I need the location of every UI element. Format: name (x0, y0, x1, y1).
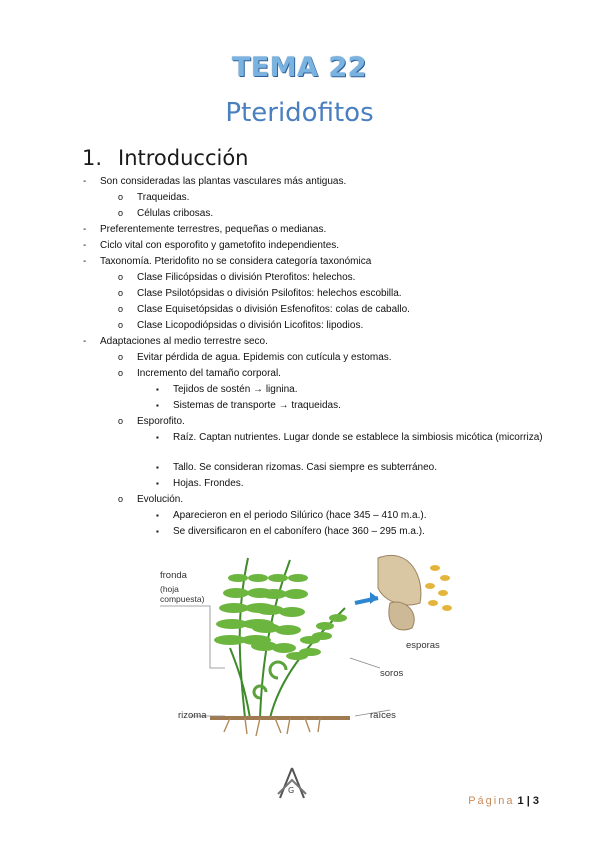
list-item: ▪ Hojas. Frondes. (156, 478, 244, 489)
list-item: o Clase Filicópsidas o división Pterofitos: helechos. (118, 272, 356, 283)
list-item: ▪ Sistemas de transporte → traqueidas. (156, 400, 341, 411)
list-item: ▪ Tallo. Se consideran rizomas. Casi siempre es subterráneo. (156, 462, 438, 473)
list-item: - Ciclo vital con esporofito y gametofito independientes. (83, 240, 340, 251)
list-item: o Clase Psilotópsidas o división Psilofitos: helechos escobilla. (118, 288, 402, 299)
section-heading (82, 146, 248, 170)
label-rizoma: rizoma (178, 710, 207, 721)
list-item: o Incremento del tamaño corporal. (118, 368, 281, 379)
list-item: ▪ Aparecieron en el periodo Silúrico (hace 345 – 410 m.a.). (156, 510, 427, 521)
page-footer (468, 795, 539, 807)
svg-text:G: G (288, 786, 295, 795)
list-item: o Clase Equisetópsidas o división Esfenofitos: colas de caballo. (118, 304, 410, 315)
page-separator: | (526, 795, 530, 807)
label-hoja: (hoja (160, 584, 179, 594)
list-item: - Son consideradas las plantas vasculares más antiguas. (83, 176, 347, 187)
section-title: Introducción (118, 146, 249, 170)
label-fronda: fronda (160, 570, 187, 581)
list-item: ▪ Tejidos de sostén → lignina. (156, 384, 298, 395)
list-item: o Clase Licopodiópsidas o división Licofitos: lipodios. (118, 320, 364, 331)
list-item: ▪ Se diversificaron en el cabonífero (hace 360 – 295 m.a.). (156, 526, 425, 537)
page-total: 3 (532, 795, 539, 807)
list-item: - Adaptaciones al medio terrestre seco. (83, 336, 268, 347)
label-soros: soros (380, 668, 404, 679)
list-item: ▪ Raíz. Captan nutrientes. Lugar donde se establece la simbiosis micótica (micorriza) (156, 432, 543, 443)
compass-square-icon (276, 766, 308, 802)
label-raices: raíces (370, 710, 396, 721)
list-item: o Esporofito. (118, 416, 185, 427)
page-label: Página (468, 795, 515, 807)
list-item: o Evitar pérdida de agua. Epidemis con cutícula y estomas. (118, 352, 392, 363)
list-item: - Taxonomía. Pteridofito no se considera categoría taxonómica (83, 256, 372, 267)
list-item: o Células cribosas. (118, 208, 214, 219)
label-compuesta: compuesta) (160, 594, 205, 604)
list-item: o Traqueidas. (118, 192, 190, 203)
section-number: 1. (82, 146, 103, 170)
label-esporas: esporas (406, 640, 440, 651)
document-title: TEMA 22 (231, 52, 368, 83)
document-subtitle: Pteridofitos (225, 98, 374, 128)
page-number: 1 (517, 795, 524, 807)
list-item: o Evolución. (118, 494, 184, 505)
list-item: - Preferentemente terrestres, pequeñas o medianas. (83, 224, 327, 235)
fern-diagram (150, 548, 460, 748)
